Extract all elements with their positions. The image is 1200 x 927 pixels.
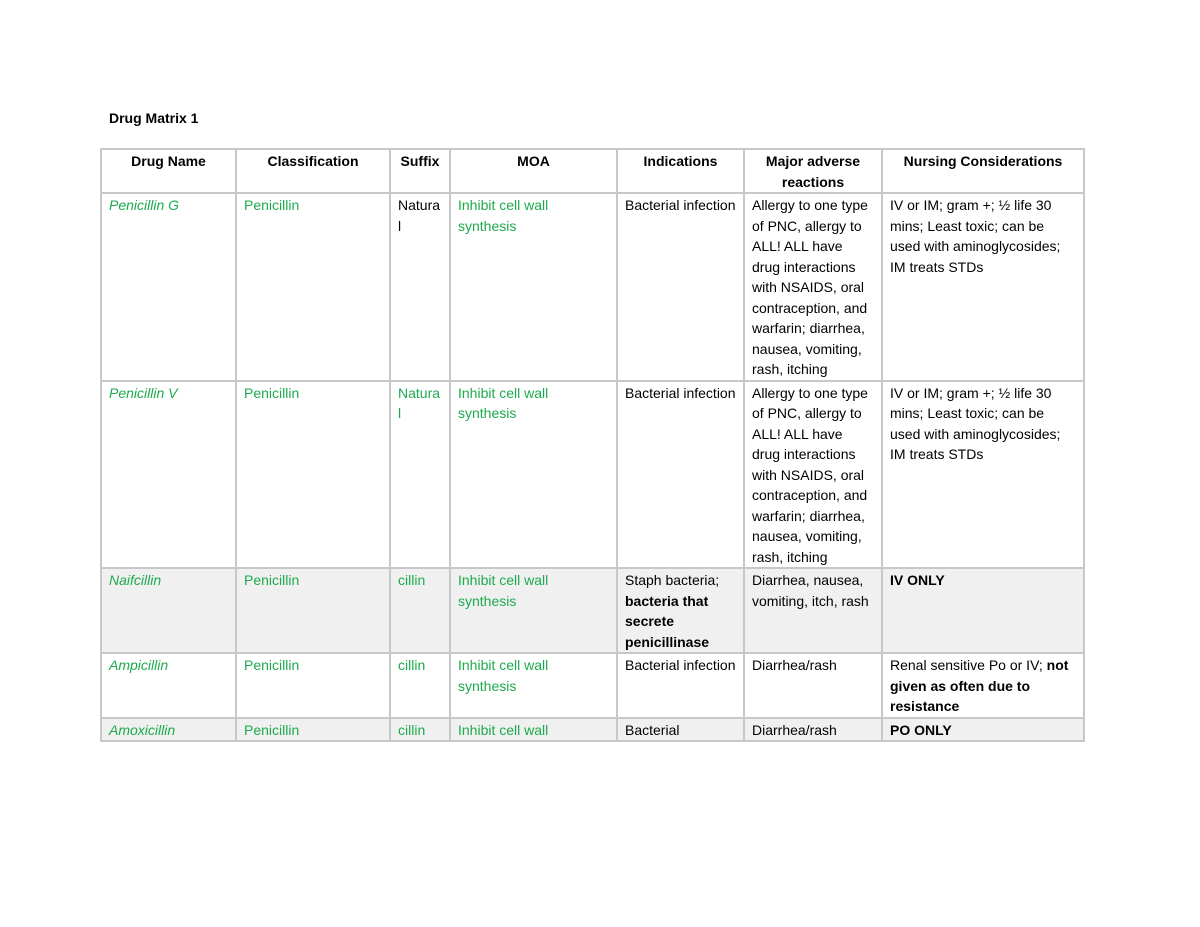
drug-name-cell: Naifcillin xyxy=(101,568,236,653)
adverse-reactions-cell: Diarrhea/rash xyxy=(744,653,882,718)
moa-cell: Inhibit cell wall synthesis xyxy=(450,653,617,718)
header-row xyxy=(101,149,1084,193)
col-header-suffix: Suffix xyxy=(390,149,450,193)
drug-name-cell: Penicillin G xyxy=(101,193,236,381)
indications-cell xyxy=(617,381,744,569)
indications-text: Bacterial infection xyxy=(625,197,736,213)
drug-name-cell: Amoxicillin xyxy=(101,718,236,742)
adverse-reactions-cell: Allergy to one type of PNC, allergy to ALL! ALL have drug interactions with NSAIDS, oral contraception, and warfarin; diarrhea, nausea, vomiting, rash, itching xyxy=(744,193,882,381)
nursing-bold-text: not given as often due to resistance xyxy=(890,657,1069,714)
table-row xyxy=(101,193,1084,381)
indications-text: Staph bacteria; xyxy=(625,572,720,588)
indications-cell xyxy=(617,718,744,742)
table-row xyxy=(101,381,1084,569)
suffix-cell: cillin xyxy=(390,568,450,653)
nursing-text: IV or IM; gram +; ½ life 30 mins; Least toxic; can be used with aminoglycosides; IM treats STDs xyxy=(890,197,1061,275)
classification-cell: Penicillin xyxy=(236,193,390,381)
suffix-cell: Natural xyxy=(390,193,450,381)
drug-name-cell: Penicillin V xyxy=(101,381,236,569)
classification-cell: Penicillin xyxy=(236,653,390,718)
table-row xyxy=(101,653,1084,718)
nursing-considerations-cell xyxy=(882,568,1084,653)
indications-bold-text: bacteria that secrete penicillinase xyxy=(625,592,710,650)
adverse-reactions-cell: Diarrhea, nausea, vomiting, itch, rash xyxy=(744,568,882,653)
page-title: Drug Matrix 1 xyxy=(109,110,199,126)
nursing-considerations-cell xyxy=(882,381,1084,569)
col-header-nursing-considerations: Nursing Considerations xyxy=(882,149,1084,193)
moa-cell: Inhibit cell wall synthesis xyxy=(450,193,617,381)
nursing-bold-text: PO ONLY xyxy=(890,721,952,738)
indications-text: Bacterial infection xyxy=(625,657,736,673)
col-header-indications: Indications xyxy=(617,149,744,193)
moa-cell: Inhibit cell wall xyxy=(450,718,617,742)
moa-cell: Inhibit cell wall synthesis xyxy=(450,568,617,653)
drug-matrix-table xyxy=(100,148,1085,742)
indications-cell xyxy=(617,193,744,381)
nursing-text: Renal sensitive Po or IV; xyxy=(890,657,1043,673)
suffix-cell: Natural xyxy=(390,381,450,569)
nursing-considerations-cell xyxy=(882,653,1084,718)
nursing-bold-text: IV ONLY xyxy=(890,572,945,588)
classification-cell: Penicillin xyxy=(236,718,390,742)
table-row xyxy=(101,568,1084,653)
suffix-cell: cillin xyxy=(390,653,450,718)
col-header-classification: Classification xyxy=(236,149,390,193)
indications-text: Bacterial infection xyxy=(625,384,736,401)
classification-cell: Penicillin xyxy=(236,568,390,653)
col-header-drug-name: Drug Name xyxy=(101,149,236,193)
col-header-adverse-reactions: Major adverse reactions xyxy=(744,149,882,193)
indications-cell xyxy=(617,568,744,653)
nursing-text: IV or IM; gram +; ½ life 30 mins; Least toxic; can be used with aminoglycosides; IM treats STDs xyxy=(890,384,1061,462)
adverse-reactions-cell: Diarrhea/rash xyxy=(744,718,882,742)
adverse-reactions-cell: Allergy to one type of PNC, allergy to ALL! ALL have drug interactions with NSAIDS, oral contraception, and warfarin; diarrhea, nausea, vomiting, rash, itching xyxy=(744,381,882,569)
drug-name-cell: Ampicillin xyxy=(101,653,236,718)
indications-cell xyxy=(617,653,744,718)
moa-cell: Inhibit cell wall synthesis xyxy=(450,381,617,569)
table-row xyxy=(101,718,1084,742)
col-header-moa: MOA xyxy=(450,149,617,193)
indications-text: Bacterial xyxy=(625,721,680,738)
nursing-considerations-cell xyxy=(882,193,1084,381)
nursing-considerations-cell xyxy=(882,718,1084,742)
suffix-cell: cillin xyxy=(390,718,450,742)
classification-cell: Penicillin xyxy=(236,381,390,569)
